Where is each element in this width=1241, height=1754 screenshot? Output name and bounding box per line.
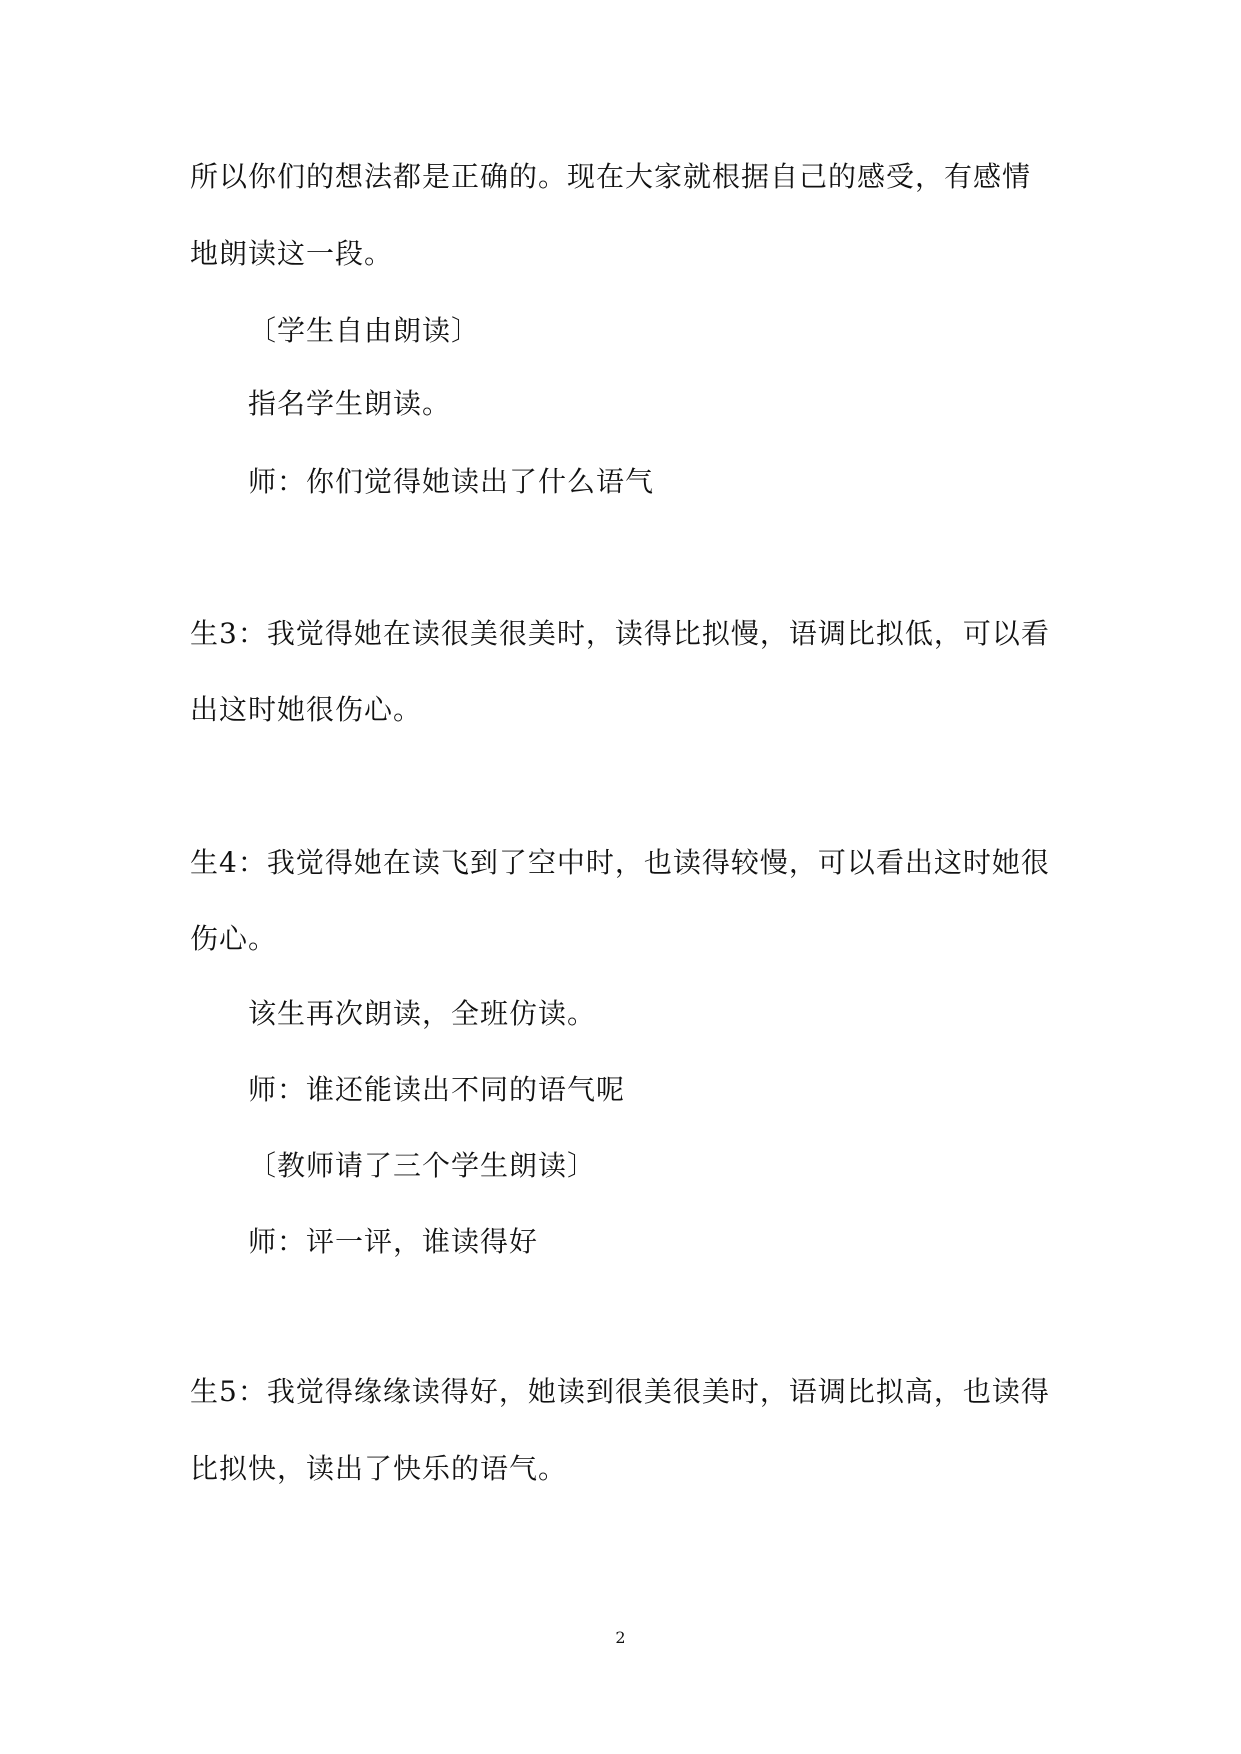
text-line: 所以你们的想法都是正确的。现在大家就根据自己的感受，有感情 xyxy=(190,160,1032,193)
text-line: 出这时她很伤心。 xyxy=(190,693,423,726)
text-line: 该生再次朗读，全班仿读。 xyxy=(248,997,597,1030)
text-line: 地朗读这一段。 xyxy=(190,237,394,270)
text-line: 生5：我觉得缘缘读得好，她读到很美很美时，语调比拟高，也读得 xyxy=(190,1375,1050,1408)
text-line: 师：谁还能读出不同的语气呢 xyxy=(248,1073,626,1106)
text-line: 〔教师请了三个学生朗读〕 xyxy=(248,1149,597,1182)
text-line: 生4：我觉得她在读飞到了空中时，也读得较慢，可以看出这时她很 xyxy=(190,846,1050,879)
text-line: 师：评一评，谁读得好 xyxy=(248,1225,539,1258)
page-number: 2 xyxy=(615,1628,626,1647)
text-line: 〔学生自由朗读〕 xyxy=(248,314,481,347)
text-line: 伤心。 xyxy=(190,922,278,955)
text-line: 比拟快，读出了快乐的语气。 xyxy=(190,1452,568,1485)
text-line: 指名学生朗读。 xyxy=(248,387,452,420)
text-line: 师：你们觉得她读出了什么语气 xyxy=(248,465,655,498)
text-line: 生3：我觉得她在读很美很美时，读得比拟慢，语调比拟低，可以看 xyxy=(190,617,1050,650)
